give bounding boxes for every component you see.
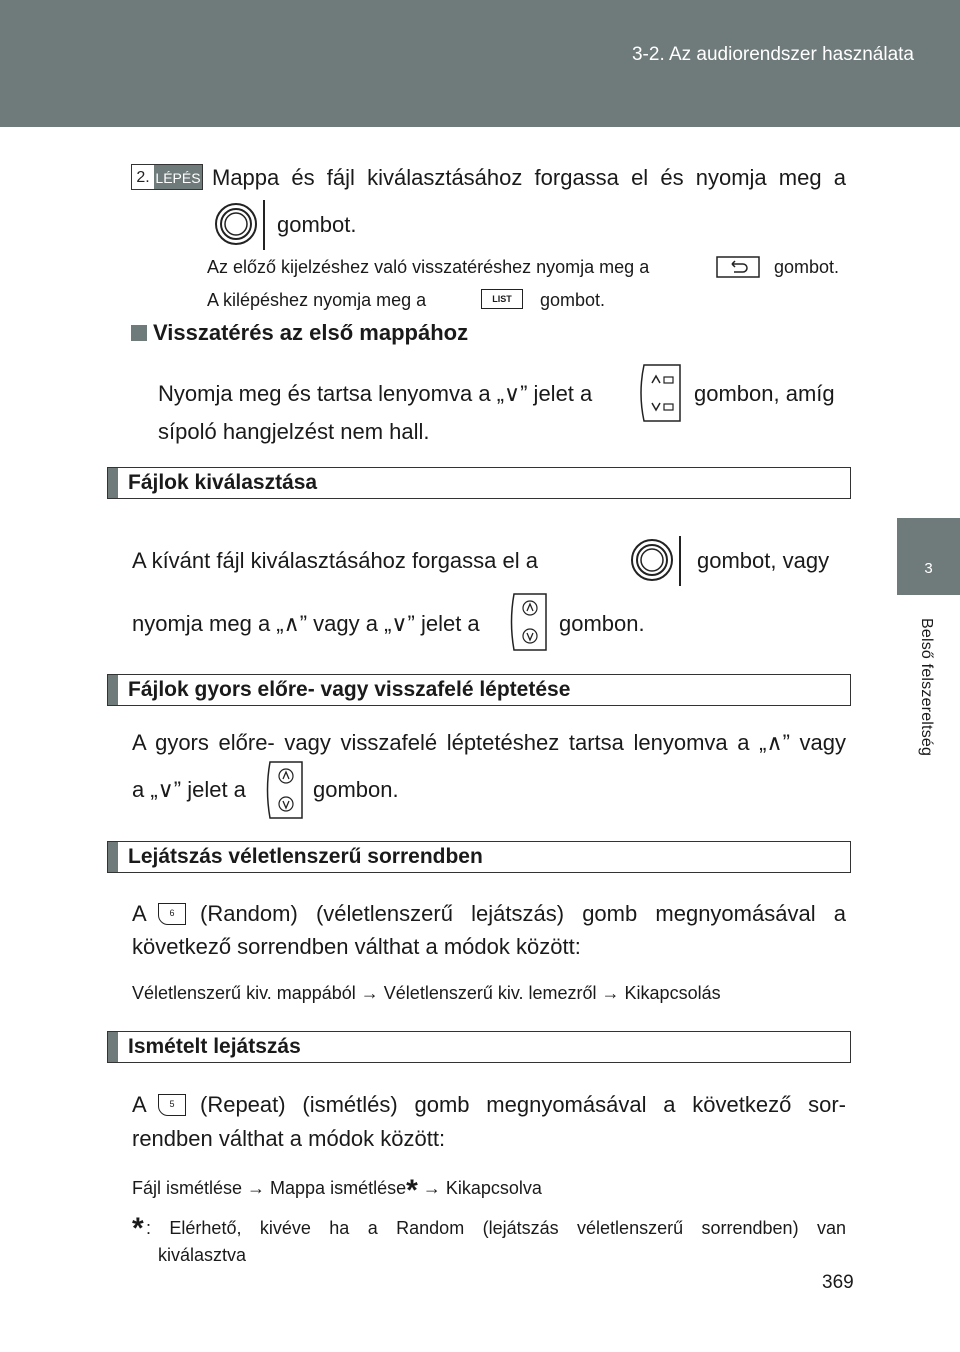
section-accent bbox=[108, 468, 118, 498]
random-sequence: Véletlenszerű kiv. mappából → Véletlenszerű kiv. lemezről → Kikapcsolás bbox=[132, 983, 721, 1003]
footnote-line2: kiválasztva bbox=[158, 1245, 247, 1265]
fast-step-line2-post: gombon. bbox=[313, 777, 399, 802]
footnote-marker: * bbox=[406, 1174, 418, 1207]
repeat-sequence bbox=[132, 1174, 542, 1207]
section-accent bbox=[108, 842, 118, 872]
repeat-sequence-a: Fájl ismétlése → Mappa ismétlése bbox=[132, 1178, 407, 1198]
select-line2-post: gombon. bbox=[559, 611, 645, 636]
section-accent bbox=[108, 675, 118, 705]
repeat-line1-pre: A bbox=[132, 1092, 147, 1117]
chapter-number: 3 bbox=[924, 560, 933, 577]
section-title: Ismételt lejátszás bbox=[128, 1035, 301, 1058]
select-line1-post: gombot, vagy bbox=[697, 548, 830, 573]
step-label: LÉPÉS bbox=[154, 165, 202, 189]
random-line1-pre: A bbox=[132, 901, 147, 926]
track-updown-button-icon bbox=[508, 592, 548, 652]
section-title: Lejátszás véletlenszerű sorrendben bbox=[128, 845, 483, 868]
return-line1-post: gombon, amíg bbox=[694, 381, 835, 406]
step-note-back-pre: Az előző kijelzéshez való visszatéréshez nyomja meg a bbox=[207, 257, 650, 277]
footnote bbox=[132, 1212, 144, 1245]
step-text-line2: gombot. bbox=[277, 212, 357, 237]
section-header-random bbox=[107, 841, 851, 873]
return-heading-text: Visszatérés az első mappához bbox=[153, 320, 469, 345]
select-line1-pre: A kívánt fájl kiválasztásához forgassa el a bbox=[132, 548, 538, 573]
return-line1-pre: Nyomja meg és tartsa lenyomva a „∨” jelet a bbox=[158, 381, 593, 406]
section-title: Fájlok gyors előre- vagy visszafelé léptetése bbox=[128, 678, 571, 701]
repeat-button-icon: 5 bbox=[158, 1094, 186, 1116]
footnote-line1: : Elérhető, kivéve ha a Random (lejátszás véletlenszerű sorrendben) van bbox=[146, 1218, 846, 1238]
repeat-sequence-b: → Kikapcsolva bbox=[422, 1178, 542, 1198]
return-line2: sípoló hangjelzést nem hall. bbox=[158, 419, 430, 444]
tune-knob-icon bbox=[630, 532, 686, 588]
chapter-tab bbox=[897, 518, 960, 595]
repeat-line1-post: (Repeat) (ismétlés) gomb megnyomásával a következő sor- bbox=[200, 1092, 846, 1117]
tune-knob-icon bbox=[214, 196, 270, 252]
return-heading bbox=[131, 320, 468, 346]
section-header-fast-step bbox=[107, 674, 851, 706]
step-note-exit-pre: A kilépéshez nyomja meg a bbox=[207, 290, 427, 310]
section-header-repeat bbox=[107, 1031, 851, 1063]
list-button-icon: LIST bbox=[481, 289, 523, 309]
step-note-back bbox=[207, 255, 649, 279]
section-header-select-files bbox=[107, 467, 851, 499]
random-line1-post: (Random) (véletlenszerű lejátszás) gomb megnyomásával a bbox=[200, 901, 846, 926]
track-updown-button-icon bbox=[264, 760, 304, 820]
random-line2: következő sorrendben válthat a módok között: bbox=[132, 934, 581, 959]
select-line2-pre: nyomja meg a „∧” vagy a „∨” jelet a bbox=[132, 611, 480, 636]
fast-step-line1: A gyors előre- vagy visszafelé léptetéshez tartsa lenyomva a „∧” vagy bbox=[132, 730, 846, 755]
step-note-exit-post: gombot. bbox=[540, 290, 606, 310]
step-note-back-post: gombot. bbox=[774, 257, 840, 277]
step-badge bbox=[131, 164, 203, 190]
chapter-side-label: Belső felszereltség bbox=[918, 618, 935, 757]
bullet-square-icon bbox=[131, 325, 147, 341]
page-number: 369 bbox=[822, 1272, 854, 1293]
fast-step-line2-pre: a „∨” jelet a bbox=[132, 777, 246, 802]
random-button-icon: 6 bbox=[158, 903, 186, 925]
step-number: 2. bbox=[132, 165, 154, 189]
step-text-line1: Mappa és fájl kiválasztásához forgassa el és nyomja meg a bbox=[212, 165, 846, 190]
chapter-title: 3-2. Az audiorendszer használata bbox=[631, 44, 914, 65]
back-button-icon bbox=[716, 256, 760, 278]
page-header bbox=[0, 0, 960, 127]
section-accent bbox=[108, 1032, 118, 1062]
repeat-line2: rendben válthat a módok között: bbox=[132, 1126, 446, 1151]
section-title: Fájlok kiválasztása bbox=[128, 471, 318, 494]
folder-updown-button-icon bbox=[636, 363, 682, 423]
footnote-star: * bbox=[132, 1212, 144, 1245]
